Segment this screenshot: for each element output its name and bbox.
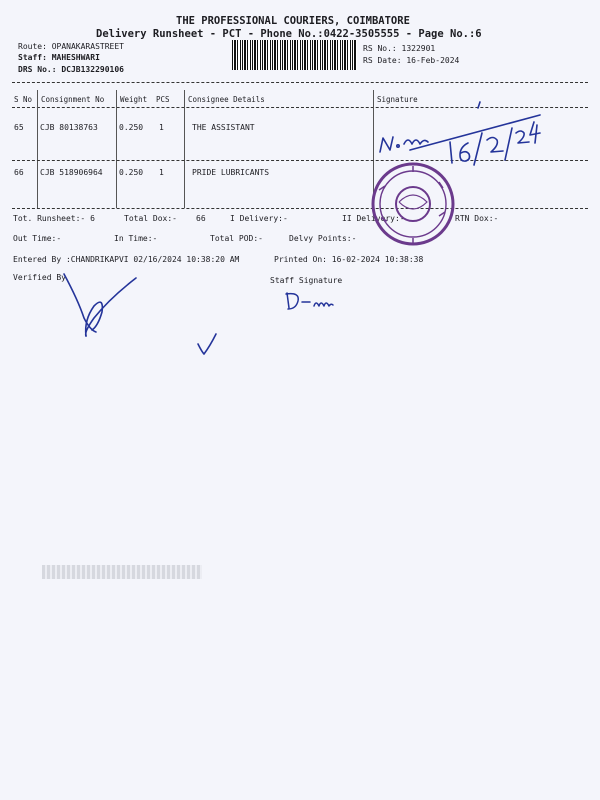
rtn-dox: RTN Dox:- (455, 214, 499, 223)
entered-by: Entered By :CHANDRIKAPVI 02/16/2024 10:38:20 AM (13, 255, 240, 264)
row-pcs: 1 (159, 168, 164, 177)
drs-no: DRS No.: DCJB132290106 (18, 65, 124, 74)
row-consignment: CJB 518906964 (40, 168, 103, 177)
row-pcs: 1 (159, 123, 164, 132)
staff: Staff: MAHESHWARI (18, 53, 100, 62)
total-pod: Total POD:- (210, 234, 263, 243)
col-signature: Signature (377, 95, 418, 104)
col-sno: S No (14, 95, 33, 104)
printed-on: Printed On: 16-02-2024 10:38:38 (274, 255, 424, 264)
row-consignment: CJB 80138763 (40, 123, 98, 132)
ii-delivery: II Delivery:- (342, 214, 405, 223)
rs-no: RS No.: 1322901 (363, 44, 436, 53)
staff-signature-label: Staff Signature (270, 276, 343, 285)
col-pcs: PCS (156, 95, 170, 104)
total-dox: Total Dox:- (124, 214, 177, 223)
row-consignee: PRIDE LUBRICANTS (192, 168, 270, 177)
row-sno: 65 (14, 123, 24, 132)
runsheet-title: Delivery Runsheet - PCT - Phone No.:0422-3505555 - Page No.:6 (96, 28, 482, 40)
col-consignment: Consignment No (41, 95, 105, 104)
route: Route: OPANAKARASTREET (18, 42, 124, 51)
company-name: THE PROFESSIONAL COURIERS, COIMBATORE (176, 15, 410, 27)
col-consignee: Consignee Details (188, 95, 265, 104)
in-time: In Time:- (114, 234, 158, 243)
i-delivery: I Delivery:- (230, 214, 288, 223)
verified-by: Verified By (13, 273, 66, 282)
row-weight: 0.250 (119, 123, 144, 132)
out-time: Out Time:- (13, 234, 62, 243)
row-consignee: THE ASSISTANT (192, 123, 255, 132)
col-weight: Weight (120, 95, 148, 104)
row-weight: 0.250 (119, 168, 144, 177)
total-dox-count: 66 (196, 214, 206, 223)
row-sno: 66 (14, 168, 24, 177)
rs-date: RS Date: 16-Feb-2024 (363, 56, 460, 65)
delvy-points: Delvy Points:- (289, 234, 357, 243)
total-runsheet: Tot. Runsheet:- 6 (13, 214, 95, 223)
